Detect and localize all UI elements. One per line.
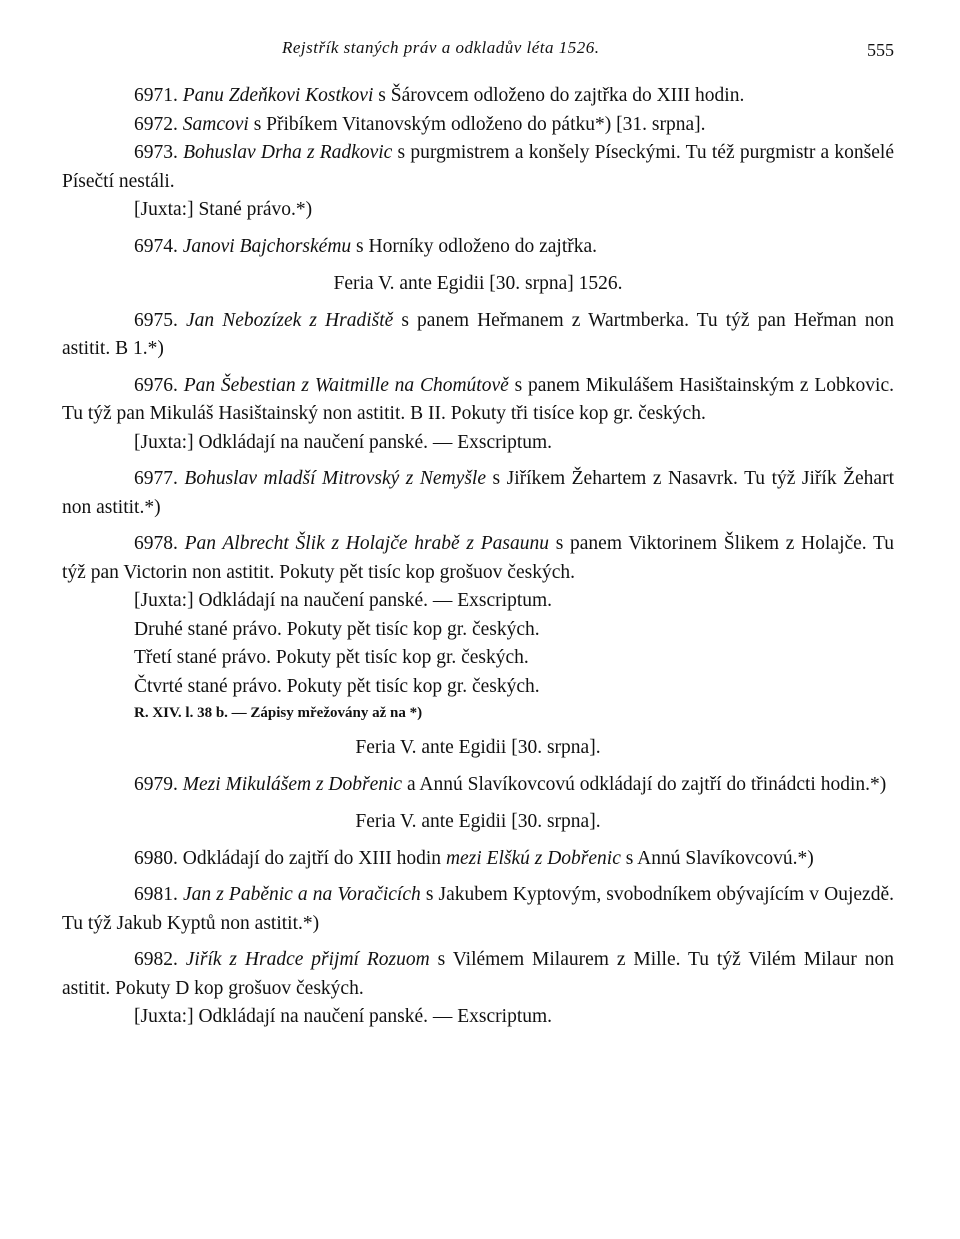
party-names: Panu Zdeňkovi Kostkovi: [182, 85, 374, 106]
entry-6975: 6975. Jan Nebozízek z Hradiště s panem Heřmanem z Wartmberka. Tu týž pan Heřman non astitit. B 1.*): [62, 309, 895, 359]
entry-6976: 6976. Pan Šebestian z Waitmille na Chomútově s panem Mikulášem Hasištainským z Lobkovic. Tu týž pan Mikuláš Hasištainský non astitit. B II. Pokuty tři tisíce kop gr. českých.: [62, 374, 894, 424]
juxta-line: [Juxta:] Stané právo.*): [134, 199, 313, 220]
party-names: Bohuslav Drha z Radkovic: [183, 142, 393, 163]
party-names: Bohuslav mladší Mitrovský z Nemyšle: [184, 468, 486, 489]
party-names: Mezi Mikulášem z Dobřenic: [182, 773, 403, 795]
date-heading: Feria V. ante Egidii [30. srpna] 1526.: [333, 273, 623, 294]
entry-6981: 6981. Jan z Paběnic a na Voračicích s Jakubem Kyptovým, svobodníkem obývajícím v Oujezdě. Tu týž Jakub Kyptů non astitit.*): [62, 884, 894, 934]
entry-6971: 6971. Panu Zdeňkovi Kostkovi s Šárovcem odloženo do zajtřka do XIII hodin.: [134, 85, 745, 106]
entry-6982: 6982. Jiřík z Hradce přijmí Rozuom s Vilémem Milaurem z Mille. Tu týž Vilém Milaur non astitit. Pokuty D kop grošuov českých.: [62, 949, 895, 999]
entry-6973: 6973. Bohuslav Drha z Radkovic s purgmistrem a konšely Píseckými. Tu též purgmistr a konšelé Písečtí nestáli.: [62, 142, 894, 192]
entry-6974: 6974. Janovi Bajchorskému s Horníky odloženo do zajtřka.: [134, 235, 598, 257]
party-names: Pan Šebestian z Waitmille na Chomútově: [183, 374, 509, 396]
page-number: 555: [867, 40, 894, 60]
fourth-court-line: Čtvrté stané právo. Pokuty pět tisíc kop gr. českých.: [134, 675, 540, 697]
second-court-line: Druhé stané právo. Pokuty pět tisíc kop gr. českých.: [134, 618, 540, 640]
entry-6972: 6972. Samcovi s Přibíkem Vitanovským odloženo do pátku*) [31. srpna].: [134, 113, 706, 135]
register-body: [62, 82, 894, 1032]
party-names: Jiřík z Hradce přijmí Rozuom: [185, 949, 430, 970]
running-header: [62, 30, 894, 64]
juxta-line: [Juxta:] Odkládají na naučení panské. — Exscriptum.: [134, 590, 553, 611]
party-names: Jan Nebozízek z Hradiště: [185, 309, 394, 331]
document-page: [62, 30, 894, 1032]
entry-6979: 6979. Mezi Mikulášem z Dobřenic a Annú Slavíkovcovú odkládají do zajtří do třinádcti hodin.*): [134, 773, 887, 795]
party-names: Janovi Bajchorskému: [182, 235, 352, 257]
date-heading: Feria V. ante Egidii [30. srpna].: [355, 811, 601, 832]
running-title: Rejstřík staných práv a odkladův léta 1526.: [282, 38, 600, 57]
juxta-line: [Juxta:] Odkládají na naučení panské. — Exscriptum.: [134, 1006, 553, 1027]
party-names: Jan z Paběnic a na Voračicích: [182, 884, 421, 905]
third-court-line: Třetí stané právo. Pokuty pět tisíc kop gr. českých.: [134, 647, 529, 668]
date-heading: Feria V. ante Egidii [30. srpna].: [355, 737, 601, 758]
party-names: Samcovi: [182, 113, 249, 135]
entry-6977: 6977. Bohuslav mladší Mitrovský z Nemyšle s Jiříkem Žehartem z Nasavrk. Tu týž Jiřík Žehart non astitit.*): [62, 468, 894, 518]
party-names: Pan Albrecht Šlik z Holajče hrabě z Pasaunu: [184, 533, 549, 554]
register-note: R. XIV. l. 38 b. — Zápisy mřežovány až na *): [134, 705, 423, 721]
entry-6978: 6978. Pan Albrecht Šlik z Holajče hrabě z Pasaunu s panem Viktorinem Šlikem z Holajče. Tu týž pan Victorin non astitit. Pokuty pět tisíc kop grošuov českých.: [62, 533, 895, 583]
juxta-line: [Juxta:] Odkládají na naučení panské. — Exscriptum.: [134, 431, 553, 453]
party-names: mezi Elškú z Dobřenic: [445, 847, 621, 869]
entry-6980: 6980. Odkládají do zajtří do XIII hodin mezi Elškú z Dobřenic s Annú Slavíkovcovú.*): [134, 847, 814, 869]
